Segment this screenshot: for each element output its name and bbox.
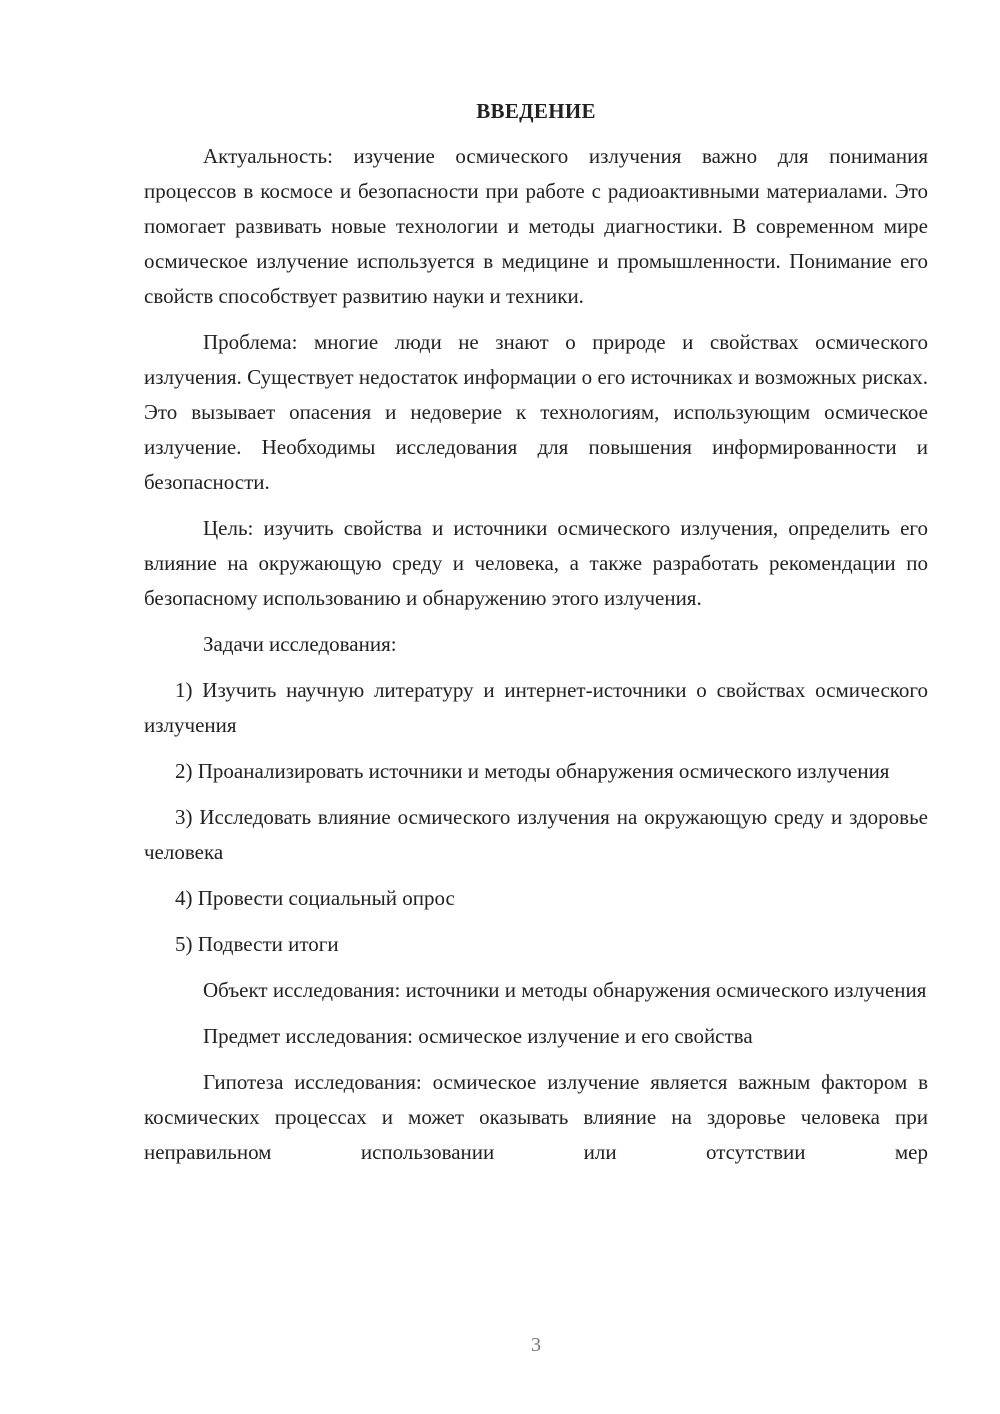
task-item-1: 1) Изучить научную литературу и интернет-источники о свойствах осмического излучения: [144, 678, 928, 737]
task-item-2: 2) Проанализировать источники и методы обнаружения осмического излучения: [175, 759, 890, 783]
paragraph-hypothesis: Гипотеза исследования: осмическое излучение является важным фактором в космических процессах и может оказывать влияние на здоровье человека при неправильном использовании или отсутствии мер: [144, 1070, 928, 1164]
paragraph-relevance: Актуальность: изучение осмического излучения важно для понимания процессов в космосе и безопасности при работе с радиоактивными материалами. Это помогает развивать новые технологии и методы диагностики. В современном мире осмическое излучение используется в медицине и промышленности. Понимание его свойств способствует развитию науки и техники.: [144, 144, 928, 308]
task-item-5: 5) Подвести итоги: [175, 932, 339, 956]
task-item-4: 4) Провести социальный опрос: [175, 886, 455, 910]
paragraph-problem: Проблема: многие люди не знают о природе и свойствах осмического излучения. Существует недостаток информации о его источниках и возможных рисках. Это вызывает опасения и недоверие к технологиям, использующим осмическое излучение. Необходимы исследования для повышения информированности и безопасности.: [144, 330, 928, 494]
section-heading: ВВЕДЕНИЕ: [476, 99, 596, 123]
paragraph-object: Объект исследования: источники и методы обнаружения осмического излучения: [203, 978, 927, 1002]
paragraph-subject: Предмет исследования: осмическое излучение и его свойства: [203, 1024, 753, 1048]
document-body: [144, 94, 928, 1181]
paragraph-goal: Цель: изучить свойства и источники осмического излучения, определить его влияние на окружающую среду и человека, а также разработать рекомендации по безопасному использованию и обнаружению этого излучения.: [144, 516, 928, 610]
tasks-title: Задачи исследования:: [203, 632, 397, 656]
page-number: 3: [531, 1334, 541, 1356]
task-item-3: 3) Исследовать влияние осмического излучения на окружающую среду и здоровье человека: [144, 805, 928, 864]
